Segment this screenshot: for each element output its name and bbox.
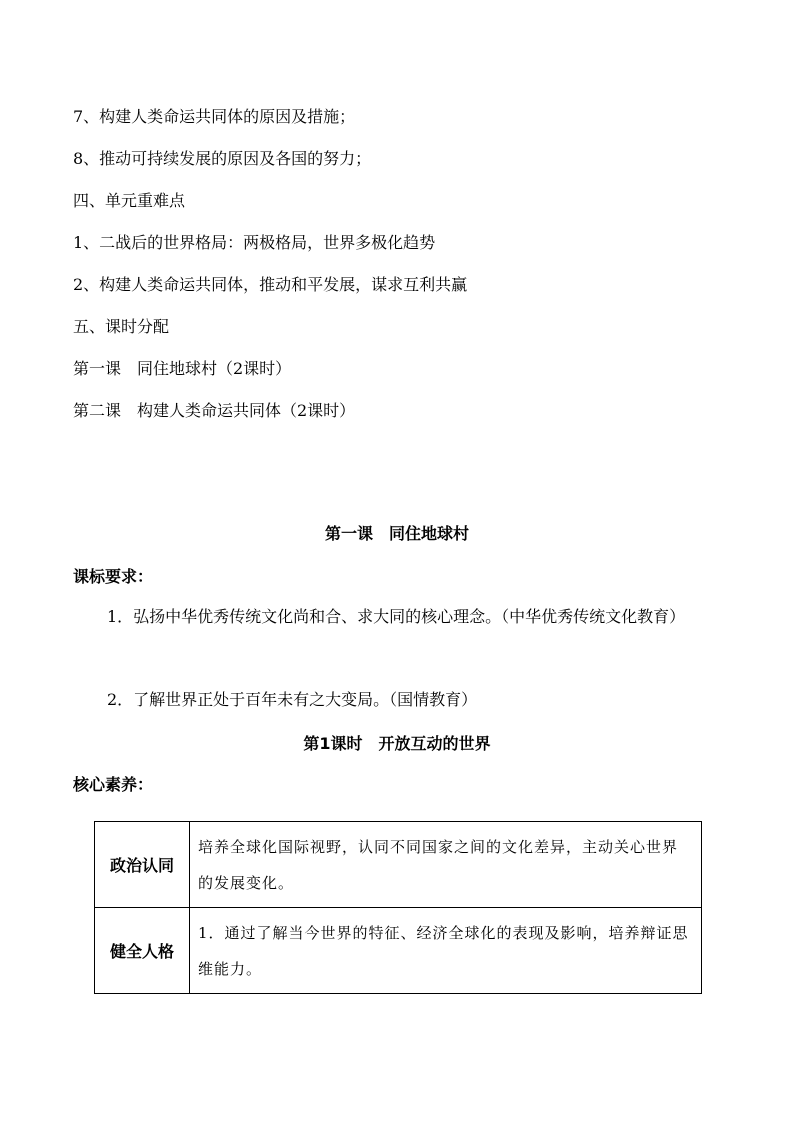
period-title: 第1课时 开放互动的世界 [303, 734, 491, 753]
table-row [95, 908, 702, 994]
literacy-label: 核心素养： [73, 775, 154, 794]
allocation-item-2: 第二课 构建人类命运共同体（2课时） [73, 401, 356, 420]
standard-item-1: 1．弘扬中华优秀传统文化尚和合、求大同的核心理念。（中华优秀传统文化教育） [107, 607, 686, 626]
table-row [95, 822, 702, 908]
standards-label: 课标要求： [73, 567, 154, 586]
section-heading-difficulties: 四、单元重难点 [73, 191, 186, 210]
difficulty-item-2: 2、构建人类命运共同体，推动和平发展，谋求互利共赢 [73, 275, 468, 294]
literacy-body-personality: 1．通过了解当今世界的特征、经济全球化的表现及影响，培养辩证思维能力。 [190, 908, 702, 994]
literacy-head-political: 政治认同 [95, 822, 190, 908]
outline-line-8: 8、推动可持续发展的原因及各国的努力； [73, 149, 372, 168]
outline-line-7: 7、构建人类命运共同体的原因及措施； [73, 107, 356, 126]
standard-item-2: 2．了解世界正处于百年未有之大变局。（国情教育） [107, 690, 478, 709]
literacy-table [94, 821, 702, 994]
section-heading-allocation: 五、课时分配 [73, 317, 170, 336]
difficulty-item-1: 1、二战后的世界格局：两极格局，世界多极化趋势 [73, 233, 436, 252]
allocation-item-1: 第一课 同住地球村（2课时） [73, 359, 292, 378]
literacy-head-personality: 健全人格 [95, 908, 190, 994]
literacy-body-political: 培养全球化国际视野，认同不同国家之间的文化差异，主动关心世界的发展变化。 [190, 822, 702, 908]
lesson-title: 第一课 同住地球村 [324, 524, 469, 543]
